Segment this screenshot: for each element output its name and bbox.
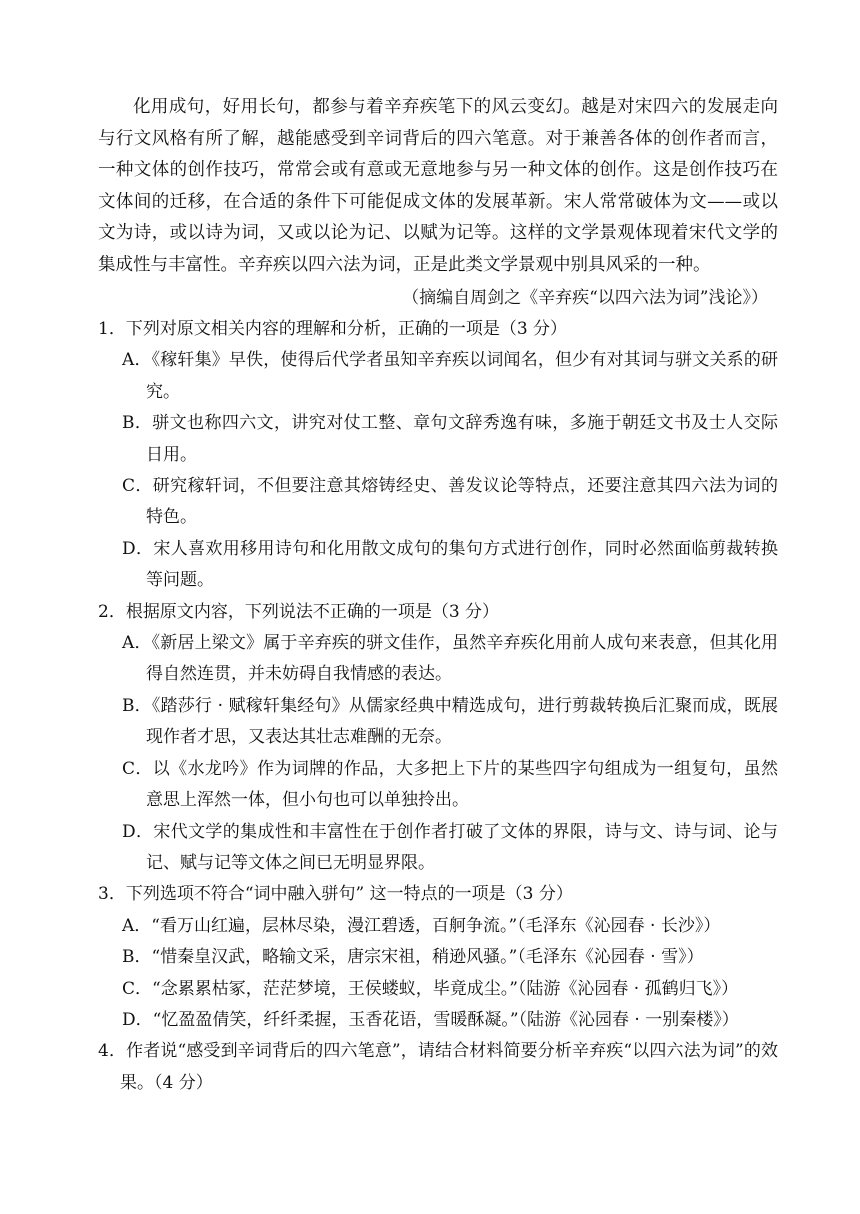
- question-stem: 3．下列选项不符合“词中融入骈句” 这一特点的一项是（3 分）: [98, 884, 573, 905]
- question-2: [98, 597, 778, 880]
- question-4: [98, 1036, 778, 1099]
- passage-paragraph: 化用成句，好用长句，都参与着辛弃疾笔下的风云变幻。越是对宋四六的发展走向与行文风格有所了解，越能感受到辛词背后的四六笔意。对于兼善各体的创作者而言，一种文体的创作技巧，常常会或有意或无意地参与另一种文体的创作。这是创作技巧在文体间的迁移，在合适的条件下可能促成文体的发展革新。宋人常常破体为文——或以文为诗，或以诗为词，又或以论为记、以赋为记等。这样的文学景观体现着宋代文学的集成性与丰富性。辛弃疾以四六法为词，正是此类文学景观中别具风采的一种。: [98, 97, 778, 275]
- question-stem: 2．根据原文内容，下列说法不正确的一项是（3 分）: [98, 601, 500, 622]
- question-3: [98, 879, 778, 1036]
- option-b: B．“惜秦皇汉武，略输文采，唐宗宋祖，稍逊风骚。”（毛泽东《沁园春 · 雪》）: [122, 947, 704, 968]
- option-c: C．“念累累枯冢，茫茫梦境，王侯蝼蚁，毕竟成尘。”（陆游《沁园春 · 孤鹤归飞》）: [122, 978, 739, 999]
- option-d: D．宋代文学的集成性和丰富性在于创作者打破了文体的界限，诗与文、诗与词、论与记、赋与记等文体之间已无明显界限。: [122, 821, 778, 873]
- questions-section: [98, 314, 778, 1099]
- question-stem: 1．下列对原文相关内容的理解和分析，正确的一项是（3 分）: [98, 319, 568, 339]
- option-d: D．“忆盈盈倩笑，纤纤柔握，玉香花语，雪暖酥凝。”（陆游《沁园春 · 一别秦楼》）: [122, 1009, 739, 1030]
- question-1: [98, 314, 778, 597]
- question-stem: 4．作者说“感受到辛词背后的四六笔意”，请结合材料简要分析辛弃疾“以四六法为词”的效果。（4 分）: [98, 1041, 778, 1093]
- option-c: C．研究稼轩词，不但要注意其熔铸经史、善发议论等特点，还要注意其四六法为词的特色。: [122, 476, 778, 528]
- option-a: A．“看万山红遍，层林尽染，漫江碧透，百舸争流。”（毛泽东《沁园春 · 长沙》）: [122, 915, 721, 936]
- option-a: A．《稼轩集》早佚，使得后代学者虽知辛弃疾以词闻名，但少有对其词与骈文关系的研究。: [122, 350, 778, 402]
- option-b: B．《踏莎行 · 赋稼轩集经句》从儒家经典中精选成句，进行剪裁转换后汇聚而成，既展现作者才思，又表达其壮志难酬的无奈。: [122, 695, 778, 748]
- option-b: B．骈文也称四六文，讲究对仗工整、章句文辞秀逸有味，多施于朝廷文书及士人交际日用。: [122, 413, 778, 465]
- option-d: D．宋人喜欢用移用诗句和化用散文成句的集句方式进行创作，同时必然面临剪裁转换等问题。: [122, 538, 778, 591]
- option-a: A．《新居上梁文》属于辛弃疾的骈文佳作，虽然辛弃疾化用前人成句来表意，但其化用得自然连贯，并未妨碍自我情感的表达。: [122, 633, 778, 685]
- option-c: C．以《水龙吟》作为词牌的作品，大多把上下片的某些四字句组成为一组复句，虽然意思上浑然一体，但小句也可以单独拎出。: [122, 758, 778, 811]
- passage-body: [98, 92, 778, 281]
- source-citation: （摘编自周剑之《辛弃疾“以四六法为词”浅论》）: [402, 288, 768, 308]
